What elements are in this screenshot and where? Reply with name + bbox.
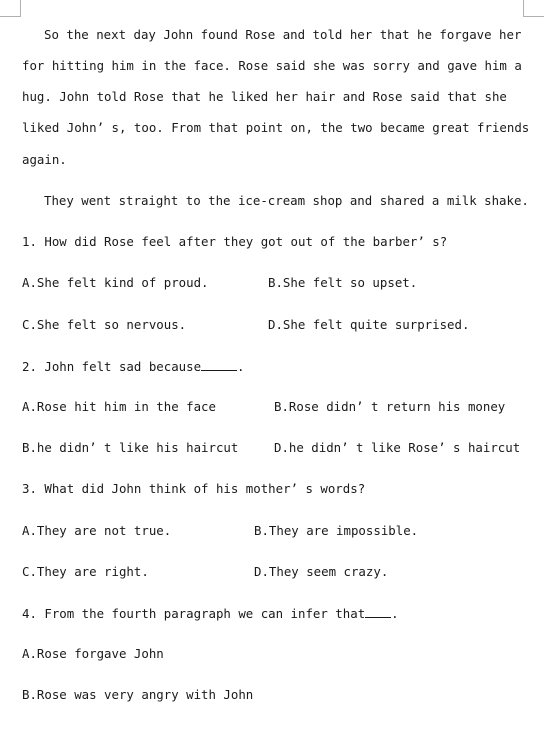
option-c: C.She felt so nervous.	[22, 317, 187, 332]
page-corner-mark-right	[523, 0, 544, 17]
passage-line: hug. John told Rose that he liked her hair and Rose said that she	[22, 89, 507, 104]
option-d: D.he didn’ t like Rose’ s haircut	[274, 440, 521, 455]
option-a: A.She felt kind of proud.	[22, 275, 209, 290]
question-stem-end: .	[237, 359, 245, 374]
option-d: D.They seem crazy.	[254, 564, 389, 579]
option-b: B.She felt so upset.	[268, 275, 418, 290]
question-stem: 3. What did John think of his mother’ s words?	[22, 481, 366, 496]
question-stem	[22, 605, 399, 622]
question-stem-text: 4. From the fourth paragraph we can infer that	[22, 606, 366, 621]
option-a: A.They are not true.	[22, 523, 172, 538]
question-stem-end: .	[391, 606, 399, 621]
option-c: C.They are right.	[22, 564, 149, 579]
option-c: B.he didn’ t like his haircut	[22, 440, 239, 455]
answer-blank	[201, 358, 237, 371]
option-a: A.Rose forgave John	[22, 646, 164, 661]
passage-line: So the next day John found Rose and told her that he forgave her	[44, 27, 522, 42]
question-stem: 1. How did Rose feel after they got out of the barber’ s?	[22, 234, 448, 249]
page-corner-mark-left	[0, 0, 21, 17]
question-stem	[22, 358, 245, 375]
passage-paragraph: They went straight to the ice-cream shop and shared a milk shake.	[44, 193, 529, 208]
question-stem-text: 2. John felt sad because	[22, 359, 202, 374]
option-b: B.Rose was very angry with John	[22, 687, 254, 702]
option-b: B.Rose didn’ t return his money	[274, 399, 506, 414]
option-d: D.She felt quite surprised.	[268, 317, 470, 332]
passage-line: liked John’ s, too. From that point on, the two became great friends	[22, 120, 530, 135]
answer-blank	[365, 605, 391, 618]
option-b: B.They are impossible.	[254, 523, 419, 538]
passage-line: again.	[22, 152, 67, 167]
option-a: A.Rose hit him in the face	[22, 399, 216, 414]
passage-line: for hitting him in the face. Rose said she was sorry and gave him a	[22, 58, 522, 73]
